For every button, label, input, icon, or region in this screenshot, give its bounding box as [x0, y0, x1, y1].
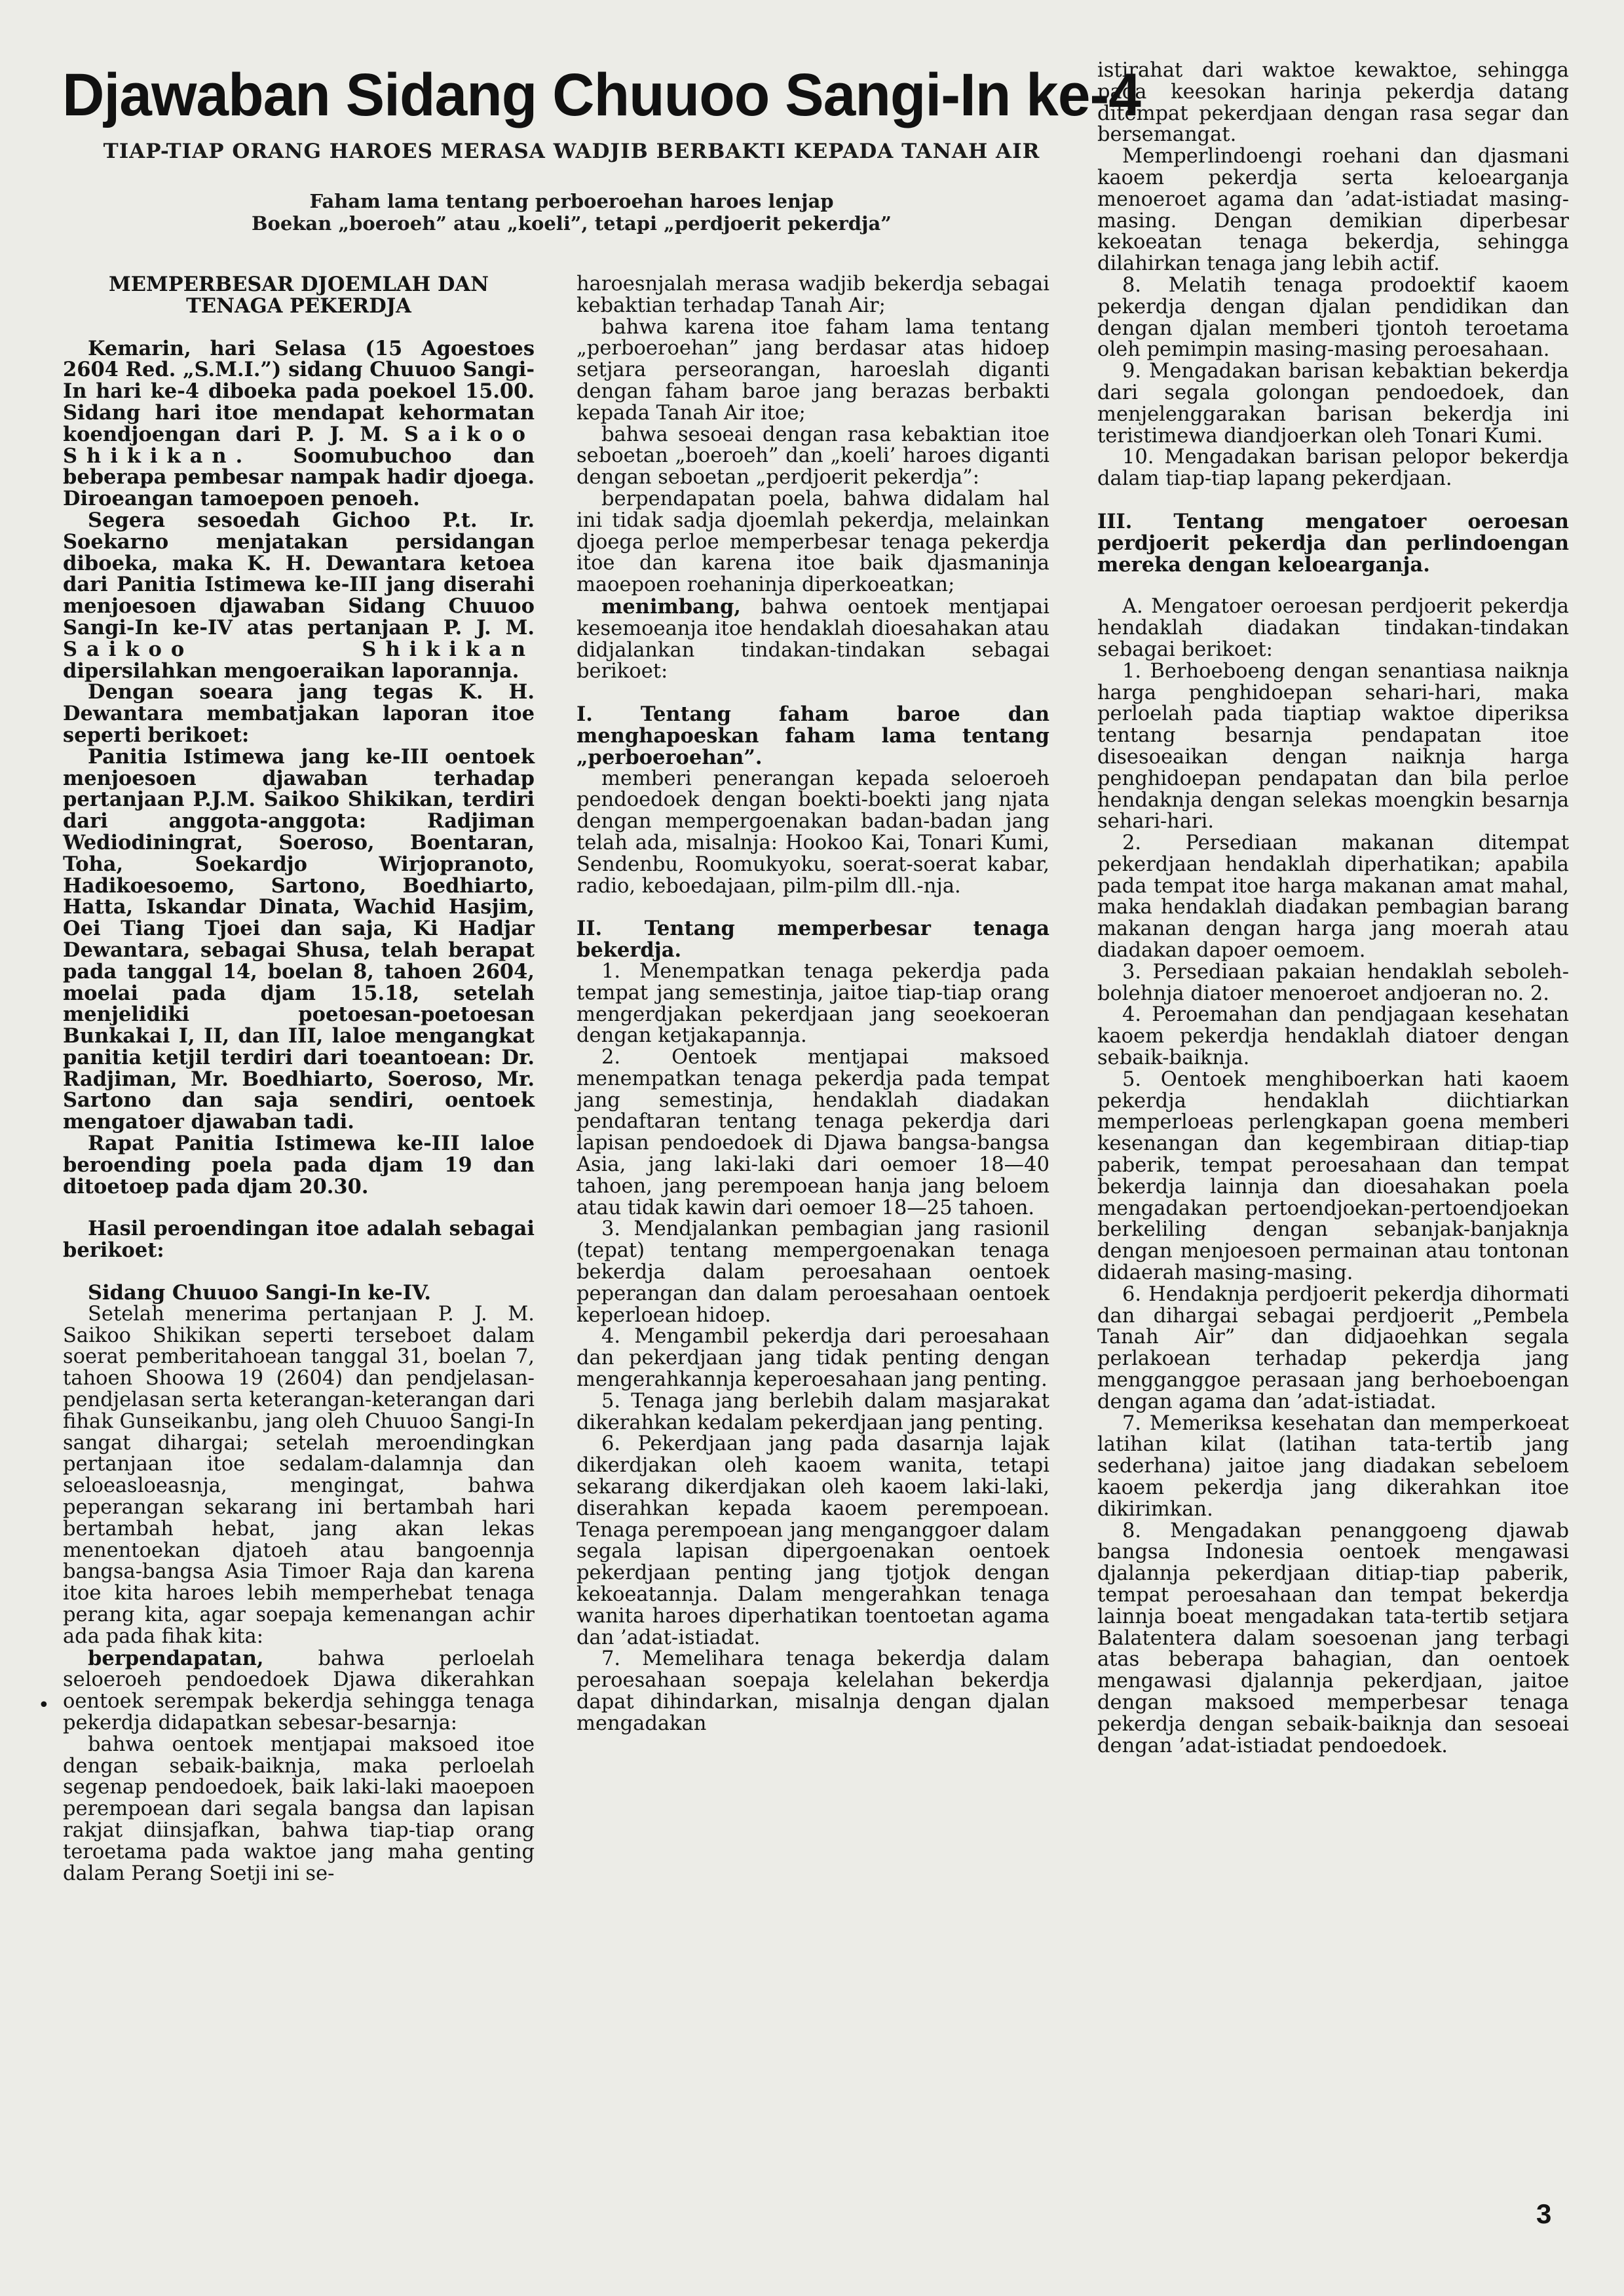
list-item: 5. Oentoek menghiboerkan hati kaoem pekerdja hendaklah diichtiarkan memperloeas perlengkapan goena memberi kesenangan dan kegembiraan ditiap-tiap paberik, tempat peroesahaan dan tempat bekerdja lainnja dan dioesahakan poela mengadakan pertoendjoekan-pertoendjoekan berkeliling dengan sebanjak-banjaknja dengan menjoesoen permainan atau tontonan didaerah masing-masing.: [1097, 1067, 1569, 1285]
paragraph: A. Mengatoer oeroesan perdjoerit pekerdja hendaklah diadakan tindakan-tindakan sebagai berikoet:: [1097, 595, 1569, 661]
bullet-mark: •: [38, 1694, 50, 1717]
section-heading: I. Tentang faham baroe dan menghapoeskan faham lama tentang „perboeroehan”.: [576, 702, 1049, 769]
paragraph: Hasil peroendingan itoe adalah sebagai berikoet:: [63, 1217, 535, 1263]
list-item: 5. Tenaga jang berlebih dalam masjarakat dikerahkan kedalam pekerdjaan jang penting.: [576, 1389, 1049, 1434]
paragraph: Sidang Chuuoo Sangi-In ke-IV.: [88, 1281, 431, 1305]
text-run: bahwa oentoek mentjapai kesemoeanja itoe hendaklah dioesahakan atau didjalankan tindakan-tindakan sebagai berikoet:: [576, 595, 1049, 683]
subhead-second: Faham lama tentang perboeroehan haroes lenjap: [309, 190, 834, 212]
headline: Djawaban Sidang Chuuoo Sangi-In ke-4: [62, 62, 1141, 128]
list-item: 2. Persediaan makanan ditempat pekerdjaan hendaklah diperhatikan; apabila pada tempat itoe harga makanan amat mahal, maka hendaklah diadakan pembagian barang makanan dengan harga jang moerah atau diadakan dapoer oemoem.: [1097, 832, 1569, 963]
text-run: Saikoo Shikikan: [63, 637, 535, 661]
list-item: 8. Mengadakan penanggoeng djawab bangsa Indonesia oentoek mengawasi djalannja pekerdjaan ditiap-tiap paberik, tempat peroesahaan dan tempat bekerdja lainnja boeat mengadakan tata-tertib setjara Balatentera dalam soesoenan jang terbagi atas beberapa bahagian, dan oentoek mengawasi djalannja pekerdjaan, jaitoe dengan maksoed memperbesar tenaga pekerdja dengan sebaik-baiknja dan sesoeai dengan ’adat-istiadat pendoedoek.: [1097, 1519, 1569, 1757]
paragraph: Rapat Panitia Istimewa ke-III laloe beroending poela pada djam 19 dan ditoetoep pada djam 20.30.: [63, 1132, 535, 1198]
article-column-1: [63, 274, 535, 1885]
list-item: 4. Mengambil pekerdja dari peroesahaan dan pekerdjaan jang tidak penting dengan mengerahkannja keperoesahaan jang penting.: [576, 1325, 1049, 1392]
paragraph: istirahat dari waktoe kewaktoe, sehingga pada keesokan harinja pekerdja datang ditempat pekerdjaan dengan rasa segar dan bersemangat.: [1097, 59, 1569, 147]
list-item: 1. Menempatkan tenaga pekerdja pada tempat jang semestinja, jaitoe tiap-tiap orang mengerdjakan pekerdjaan jang seoekoeran dengan ketjakapannja.: [576, 959, 1049, 1048]
subhead-main: TIAP-TIAP ORANG HAROES MERASA WADJIB BERBAKTI KEPADA TANAH AIR: [103, 140, 1040, 163]
text-run: Saikoo Shikikan.: [63, 422, 535, 468]
list-item: 6. Pekerdjaan jang pada dasarnja lajak dikerdjakan oleh kaoem wanita, tetapi sekarang dikerdjakan oleh kaoem laki-laki, diserahkan kepada kaoem perempoean. Tenaga perempoean jang menganggoer dalam segala lapisan dipergoenakan oentoek pekerdjaan penting jang tjotjok dengan kekoeatannja. Dalam mengerahkan tenaga wanita haroes diperhatikan toentoetan agama dan ’adat-istiadat.: [576, 1432, 1049, 1649]
list-item: 7. Memelihara tenaga bekerdja dalam peroesahaan soepaja kelelahan bekerdja dapat dihindarkan, misalnja dengan djalan mengadakan: [576, 1647, 1049, 1735]
list-item: 6. Hendaknja perdjoerit pekerdja dihormati dan dihargai sebagai perdjoerit „Pembela Tanah Air” dan didjaoehkan segala perlakoean terhadap pekerdja jang mengganggoe perasaan jang berhoeboengan dengan agama dan ’adat-istiadat.: [1097, 1282, 1569, 1413]
section-heading: II. Tentang memperbesar tenaga bekerdja.: [576, 917, 1049, 963]
list-item: 7. Memeriksa kesehatan dan memperkoeat latihan kilat (latihan tata-tertib jang sederhana) jaitoe jang diadakan sebeloem kaoem pekerdja jang dikerahkan itoe dikirimkan.: [1097, 1411, 1569, 1521]
paragraph: [63, 1648, 535, 1734]
page-number: 3: [1536, 2198, 1552, 2229]
paragraph: Memperlindoengi roehani dan djasmani kaoem pekerdja serta keloearganja menoeroet agama dan ’adat-istiadat masing-masing. Dengan demikian diperbesar kekoeatan tenaga bekerdja, sehingga dilahirkan tenaga jang lebih actif.: [1097, 145, 1569, 276]
section-heading: III. Tentang mengatoer oeroesan perdjoerit pekerdja dan perlindoengan mereka dengan keloearganja.: [1097, 509, 1569, 577]
paragraph: bahwa oentoek mentjapai maksoed itoe dengan sebaik-baiknja, maka perloelah segenap pendoedoek, baik laki-laki maoepoen perempoean dari segala bangsa dan lapisan rakjat diinsjafkan, bahwa tiap-tiap orang teroetama pada waktoe jang maha genting dalam Perang Soetji ini se-: [63, 1732, 535, 1885]
text-run: Kemarin, hari Selasa (15 Agoestoes 2604 Red. „S.M.I.”) sidang Chuuoo Sangi-In hari ke-4 diboeka pada poekoel 15.00. Sidang hari itoe mendapat kehormatan koendjoengan dari P. J. M.: [63, 336, 535, 446]
list-item: 3. Mendjalankan pembagian jang rasionil (tepat) tentang mempergoenakan tenaga bekerdja dalam peroesahaan oentoek peperangan dan dalam peroesahaan oentoek keperloean hidoep.: [576, 1217, 1049, 1327]
list-item: 4. Peroemahan dan pendjagaan kesehatan kaoem pekerdja hendaklah diatoer dengan sebaik-baiknja.: [1097, 1003, 1569, 1070]
paragraph: [63, 338, 535, 510]
list-item: 9. Mengadakan barisan kebaktian bekerdja dari segala golongan pendoedoek, dan menjelenggarakan barisan bekerdja ini teristimewa diandjoerkan oleh Tonari Kumi.: [1097, 360, 1569, 448]
article-column-3: [1097, 60, 1569, 1757]
paragraph: [576, 596, 1049, 683]
list-item: 2. Oentoek mentjapai maksoed menempatkan tenaga pekerdja pada tempat jang semestinja, hendaklah diadakan pendaftaran tentang tenaga pekerdja dari lapisan pendoedoek di Djawa bangsa-bangsa Asia, jang laki-laki dari oemoer 18—40 tahoen, jang perempoean hanja jang beloem atau tidak kawin dari oemoer 18—25 tahoen.: [576, 1046, 1049, 1219]
paragraph: berpendapatan poela, bahwa didalam hal ini tidak sadja djoemlah pekerdja, melainkan djoega perloe memperbesar tenaga pekerdja itoe dan karena itoe baik djasmaninja maoepoen roehaninja diperkoeatkan;: [576, 487, 1049, 597]
text-run: Soomubuchoo dan beberapa pembesar nampak hadir djoega. Diroeangan tamoepoen penoeh.: [63, 444, 535, 511]
paragraph: Dengan soeara jang tegas K. H. Dewantara membatjakan laporan itoe seperti berikoet:: [63, 680, 535, 747]
section-title: MEMPERBESAR DJOEMLAH DAN TENAGA PEKERDJA: [109, 273, 489, 318]
paragraph: [63, 510, 535, 681]
paragraph: bahwa sesoeai dengan rasa kebaktian itoe seboetan „boeroeh” dan „koeli’ haroes diganti dengan seboetan „perdjoerit pekerdja”:: [576, 423, 1049, 489]
text-run: bahwa perloelah seloeroeh pendoedoek Djawa dikerahkan oentoek serempak bekerdja sehingga tenaga pekerdja didapatkan sebesar-besarnja:: [63, 1647, 535, 1734]
list-item: 1. Berhoeboeng dengan senantiasa naiknja harga penghidoepan sehari-hari, maka perloelah pada tiaptiap waktoe diperiksa tentang besarnja pendapatan itoe disesoeaikan dengan naiknja harga penghidoepan pendapatan dan bila perloe hendaknja dengan selekas moengkin besarnja sehari-hari.: [1097, 659, 1569, 833]
paragraph: Panitia Istimewa jang ke-III oentoek menjoesoen djawaban terhadap pertanjaan P.J.M. Saikoo Shikikan, terdiri dari anggota-anggota: Radjiman Wediodiningrat, Soeroso, Boentaran, Toha, Soekardjo Wirjopranoto, Hadikoesoemo, Sartono, Boedhiarto, Hatta, Iskandar Dinata, Wachid Hasjim, Oei Tiang Tjoei dan saja, Ki Hadjar Dewantara, sebagai Shusa, telah berapat pada tanggal 14, boelan 8, tahoen 2604, moelai pada djam 15.18, setelah menjelidiki poetoesan-poetoesan Bunkakai I, II, dan III, laloe mengangkat panitia ketjil terdiri dari toeantoean: Dr. Radjiman, Mr. Boedhiarto, Soeroso, Mr. Sartono dan saja sendiri, oentoek mengatoer djawaban tadi.: [63, 744, 535, 1134]
text-run: dipersilahkan mengoeraikan laporannja.: [63, 659, 519, 683]
text-run: berpendapatan,: [88, 1646, 264, 1670]
paragraph: bahwa karena itoe faham lama tentang „perboeroehan” jang berdasar atas hidoep setjara perseorangan, haroeslah diganti dengan faham baroe jang berazas berbakti kepada Tanah Air itoe;: [576, 315, 1049, 425]
paragraph: Setelah menerima pertanjaan P. J. M. Saikoo Shikikan seperti terseboet dalam soerat pemberitahoean tanggal 31, boelan 7, tahoen Shoowa 19 (2604) dan pendjelasan-pendjelasan serta keterangan-keterangan dari fihak Gunseikanbu, jang oleh Chuuoo Sangi-In sangat dihargai; setelah meroendingkan pertanjaan itoe sedalam-dalamnja dan seloeasloeasnja, mengingat, bahwa peperangan sekarang ini bertambah hari bertambah hebat, jang akan lekas menentoekan djatoeh atau bangoennja bangsa-bangsa Asia Timoer Raja dan karena itoe kita haroes lebih memperhebat tenaga perang kita, agar soepaja kemenangan achir ada pada fihak kita:: [63, 1302, 535, 1648]
text-run: menimbang,: [601, 594, 741, 619]
list-item: 10. Mengadakan barisan pelopor bekerdja dalam tiap-tiap lapang pekerdjaan.: [1097, 446, 1569, 491]
paragraph: haroesnjalah merasa wadjib bekerdja sebagai kebaktian terhadap Tanah Air;: [576, 273, 1049, 317]
text-run: Segera sesoedah Gichoo P.t. Ir. Soekarno menjatakan persidangan diboeka, maka K. H. Dewantara ketoea dari Panitia Istimewa ke-III jang diserahi menjoesoen djawaban Sidang Chuuoo Sangi-In ke-IV atas pertanjaan P. J. M.: [63, 508, 535, 640]
subhead-third: Boekan „boeroeh” atau „koeli”, tetapi „perdjoerit pekerdja”: [252, 212, 892, 235]
list-item: 3. Persediaan pakaian hendaklah seboleh-bolehnja diatoer menoeroet andjoeran no. 2.: [1097, 960, 1569, 1005]
list-item: 8. Melatih tenaga prodoektif kaoem pekerdja dengan djalan pendidikan dan dengan djalan memberi tjontoh teroetama oleh pemimpin masing-masing peroesahaan.: [1097, 273, 1569, 362]
article-column-2: [576, 274, 1049, 1735]
paragraph: memberi penerangan kepada seloeroeh pendoedoek dengan boekti-boekti jang njata dengan mempergoenakan badan-badan jang telah ada, misalnja: Hookoo Kai, Tonari Kumi, Sendenbu, Roomukyoku, soerat-soerat kabar, radio, keboedajaan, pilm-pilm dll.-nja.: [576, 767, 1049, 898]
